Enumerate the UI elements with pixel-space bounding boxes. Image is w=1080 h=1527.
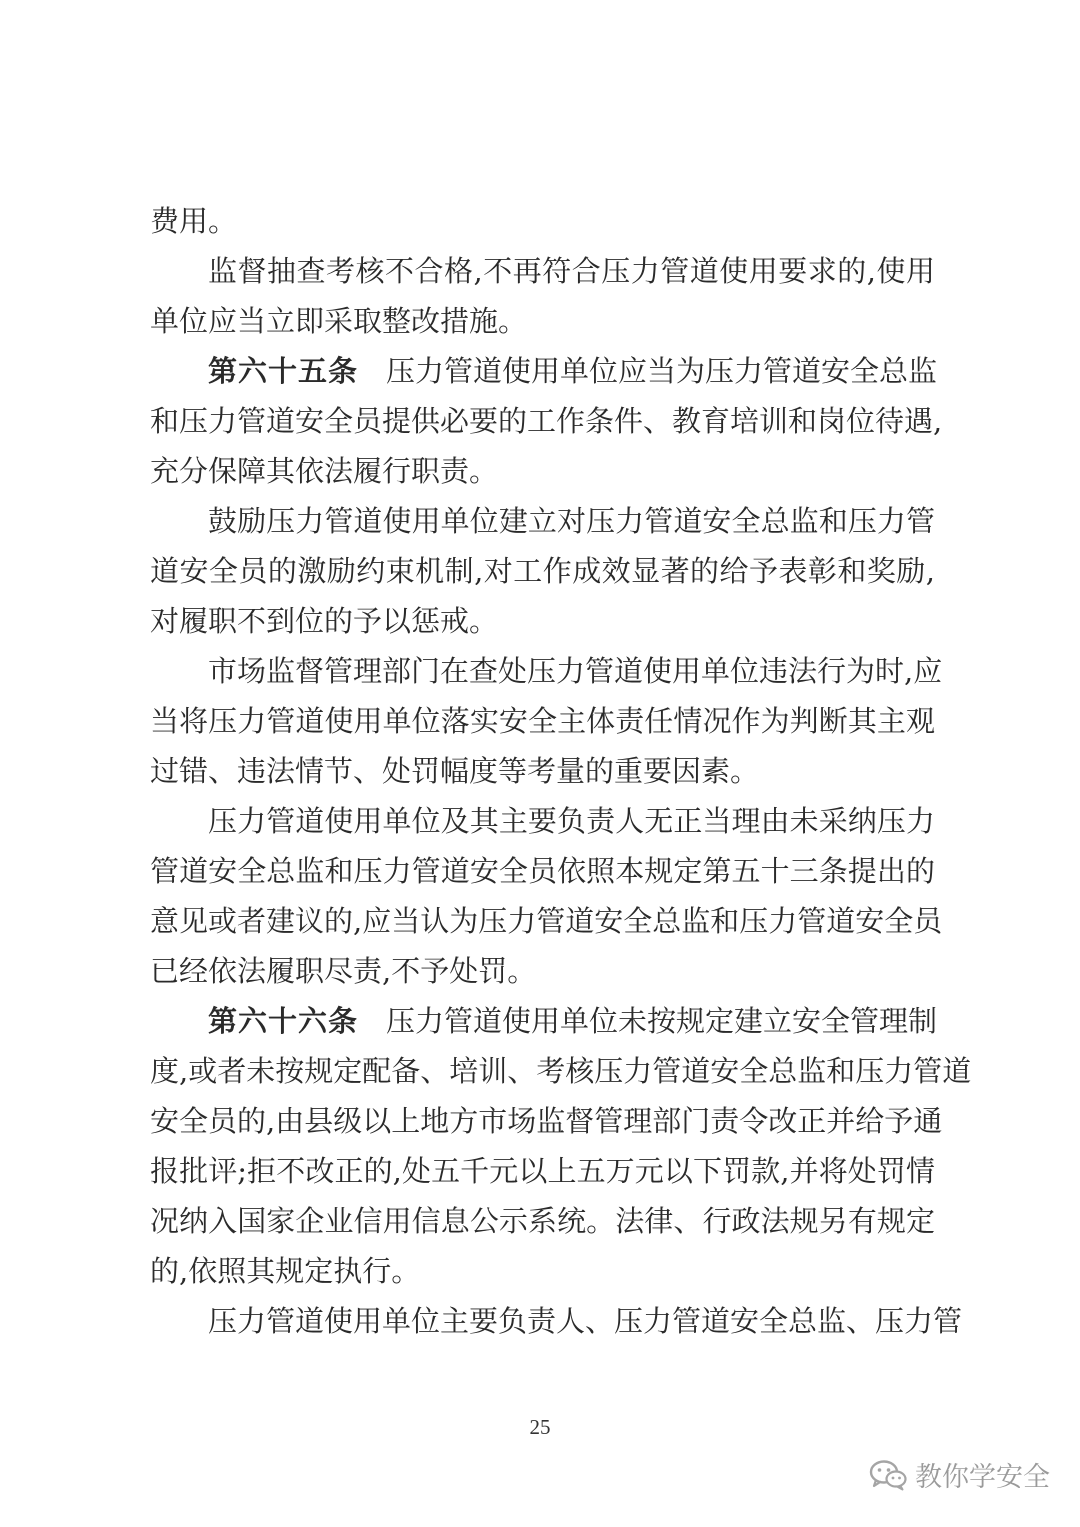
line-text: 监督抽查考核不合格,不再符合压力管道使用要求的,使用: [208, 254, 935, 288]
line-text: 压力管道使用单位及其主要负责人无正当理由未采纳压力: [208, 804, 935, 838]
text-line: [150, 546, 935, 596]
line-text: 和压力管道安全员提供必要的工作条件、教育培训和岗位待遇,: [150, 404, 943, 438]
line-text: 压力管道使用单位主要负责人、压力管道安全总监、压力管: [208, 1304, 963, 1338]
text-line: [150, 896, 943, 946]
line-text: 压力管道使用单位未按规定建立安全管理制: [386, 1004, 938, 1038]
line-text: 度,或者未按规定配备、培训、考核压力管道安全总监和压力管道: [150, 1054, 972, 1088]
line-text: 充分保障其依法履行职责。: [150, 454, 499, 488]
line-text: 安全员的,由县级以上地方市场监督管理部门责令改正并给予通: [150, 1104, 943, 1138]
line-text: 意见或者建议的,应当认为压力管道安全总监和压力管道安全员: [150, 904, 943, 938]
line-text: 当将压力管道使用单位落实安全主体责任情况作为判断其主观: [150, 704, 935, 738]
line-text: 单位应当立即采取整改措施。: [150, 304, 528, 338]
text-line: [150, 946, 935, 996]
page-number: 25: [529, 1415, 551, 1439]
text-line: [150, 996, 938, 1046]
line-text: 的,依照其规定执行。: [150, 1254, 421, 1288]
text-line: [150, 1296, 963, 1346]
text-line: [150, 1196, 935, 1246]
text-line: [150, 846, 935, 896]
line-text: 况纳入国家企业信用信息公示系统。法律、行政法规另有规定: [150, 1204, 935, 1238]
text-line: [150, 1096, 943, 1146]
line-text: 市场监督管理部门在查处压力管道使用单位违法行为时,应: [208, 654, 943, 688]
text-line: [150, 1146, 935, 1196]
text-line: [150, 396, 943, 446]
text-line: [150, 796, 935, 846]
line-text: 鼓励压力管道使用单位建立对压力管道安全总监和压力管: [208, 504, 935, 538]
line-text: 过错、违法情节、处罚幅度等考量的重要因素。: [150, 754, 760, 788]
line-text: 对履职不到位的予以惩戒。: [150, 604, 499, 638]
text-line: [150, 496, 935, 546]
text-line: [150, 1246, 935, 1296]
line-text: 费用。: [150, 204, 238, 238]
line-text: 报批评;拒不改正的,处五千元以上五万元以下罚款,并将处罚情: [150, 1154, 935, 1188]
wechat-icon: [869, 1459, 907, 1491]
text-line: [150, 296, 935, 346]
text-line: [150, 1046, 972, 1096]
line-text: 压力管道使用单位应当为压力管道安全总监: [386, 354, 938, 388]
line-text: 道安全员的激励约束机制,对工作成效显著的给予表彰和奖励,: [150, 554, 935, 588]
watermark: [869, 1455, 1050, 1494]
article-heading: 第六十五条: [208, 354, 359, 388]
line-text: 管道安全总监和压力管道安全员依照本规定第五十三条提出的: [150, 854, 935, 888]
document-body: [150, 196, 972, 1346]
line-text: 已经依法履职尽责,不予处罚。: [150, 954, 537, 988]
text-line: [150, 646, 943, 696]
text-line: [150, 196, 935, 246]
text-line: [150, 696, 935, 746]
text-line: [150, 746, 935, 796]
text-line: [150, 346, 938, 396]
watermark-text: 教你学安全: [915, 1462, 1050, 1493]
text-line: [150, 446, 935, 496]
text-line: [150, 246, 935, 296]
article-heading: 第六十六条: [208, 1004, 359, 1038]
text-line: [150, 596, 935, 646]
